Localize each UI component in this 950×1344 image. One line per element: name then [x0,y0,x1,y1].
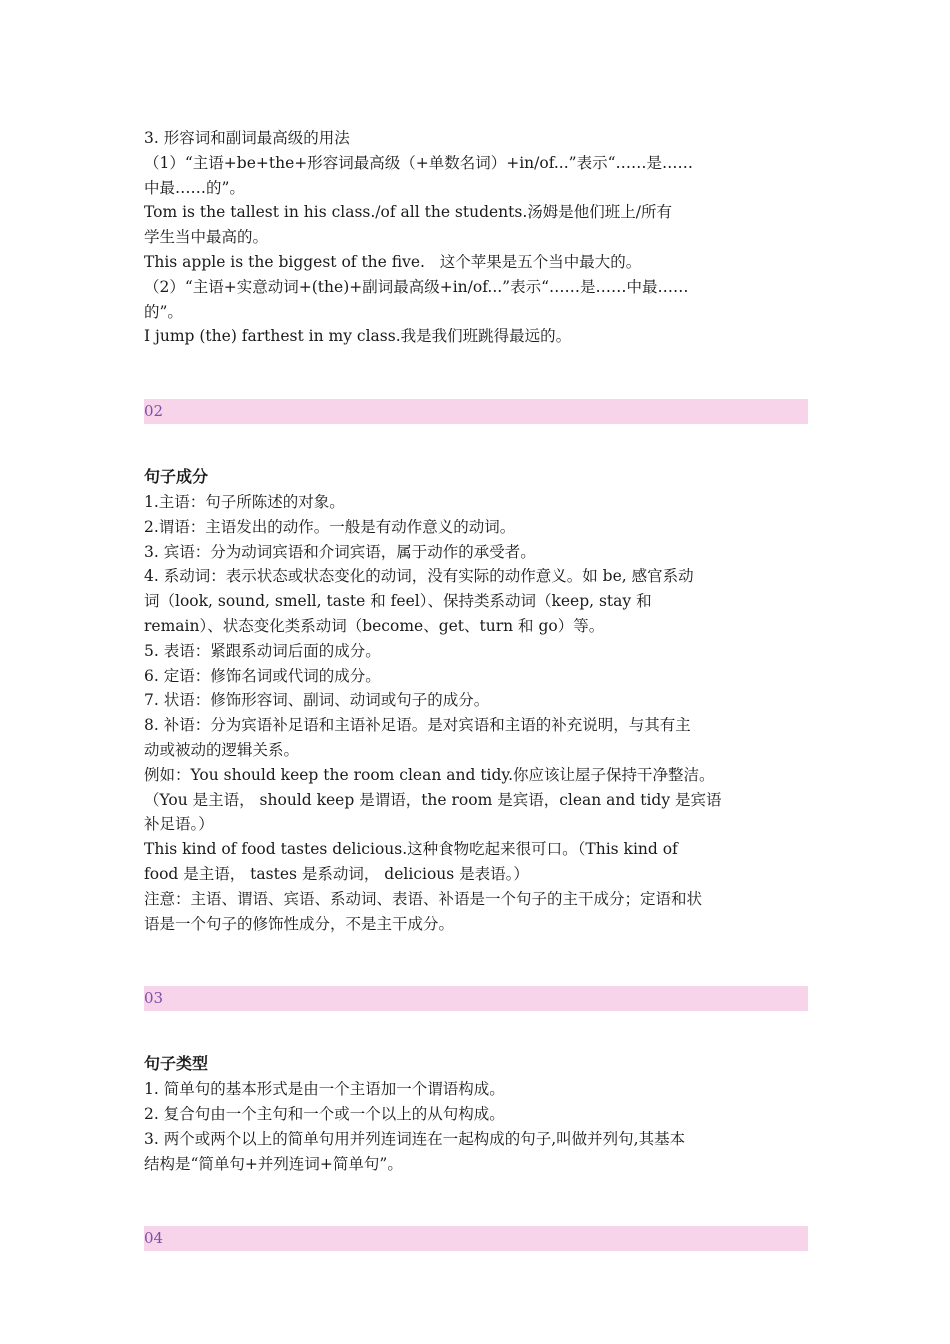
text-line: 2. 复合句由一个主句和一个或一个以上的从句构成。 [144,1104,505,1123]
text-line: 注意：主语、谓语、宾语、系动词、表语、补语是一个句子的主干成分；定语和状 [144,889,703,908]
text-line: （2）“主语+实意动词+(the)+副词最高级+in/of...”表示“……是……中最…… [144,277,689,296]
section-sentence-components [144,465,808,936]
section-heading: 句子类型 [144,1054,209,1074]
text-line: I jump (the) farthest in my class.我是我们班跳得最远的。 [144,327,572,346]
text-line: 3. 两个或两个以上的简单句用并列连词连在一起构成的句子,叫做并列句,其基本 [144,1129,686,1148]
text-line: 动或被动的逻辑关系。 [144,740,300,759]
section-number-band: 02 [144,399,808,424]
section-superlative-usage [144,126,808,349]
section-sentence-types [144,1052,808,1176]
text-line: 4. 系动词：表示状态或状态变化的动词，没有实际的动作意义。如 be, 感官系动 [144,567,694,586]
text-line: Tom is the tallest in his class./of all the students.汤姆是他们班上/所有 [144,203,672,222]
text-line: 例如：You should keep the room clean and tidy.你应该让屋子保持干净整洁。 [144,765,715,784]
text-line: 的”。 [144,302,183,321]
text-line: （You 是主语， should keep 是谓语，the room 是宾语，clean and tidy 是宾语 [144,790,722,809]
text-line: 3. 宾语：分为动词宾语和介词宾语，属于动作的承受者。 [144,542,536,561]
text-line: 1. 简单句的基本形式是由一个主语加一个谓语构成。 [144,1080,505,1099]
text-line: This apple is the biggest of the five. 这个苹果是五个当中最大的。 [144,252,642,271]
text-line: 5. 表语：紧跟系动词后面的成分。 [144,641,381,660]
text-line: This kind of food tastes delicious.这种食物吃起来很可口。（This kind of [144,840,678,859]
text-line: food 是主语， tastes 是系动词， delicious 是表语。） [144,864,529,883]
text-line: 补足语。） [144,815,214,834]
text-line: 中最……的”。 [144,178,245,197]
text-line: （1）“主语+be+the+形容词最高级（+单数名词）+in/of...”表示“……是…… [144,153,694,172]
text-line: 词（look, sound, smell, taste 和 feel）、保持类系动词（keep, stay 和 [144,592,652,611]
text-line: 2.谓语：主语发出的动作。一般是有动作意义的动词。 [144,517,516,536]
text-line: 8. 补语：分为宾语补足语和主语补足语。是对宾语和主语的补充说明，与其有主 [144,716,691,735]
section-number-band: 03 [144,986,808,1011]
text-line: 语是一个句子的修饰性成分，不是主干成分。 [144,914,455,933]
text-line: 学生当中最高的。 [144,228,269,247]
document-page [144,126,808,1251]
text-line: 7. 状语：修饰形容词、副词、动词或句子的成分。 [144,691,490,710]
text-line: 1.主语：句子所陈述的对象。 [144,492,345,511]
text-line: remain）、状态变化类系动词（become、get、turn 和 go）等。 [144,616,605,635]
section-number-band: 04 [144,1226,808,1251]
text-line: 6. 定语：修饰名词或代词的成分。 [144,666,381,685]
text-line: 结构是“简单句+并列连词+简单句”。 [144,1154,403,1173]
section-heading: 句子成分 [144,467,209,487]
text-line: 3. 形容词和副词最高级的用法 [144,129,350,147]
